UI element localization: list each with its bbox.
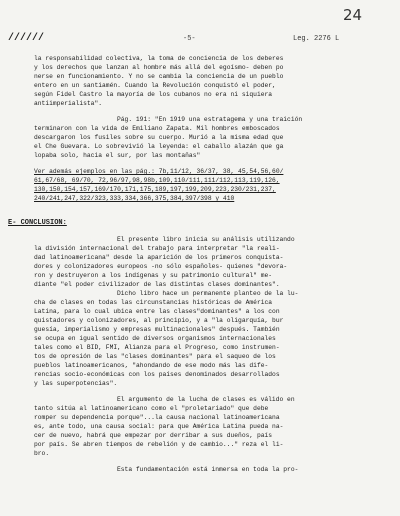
text-line: según Fidel Castro la mayoría de los cubanos no era ni siquiera [34, 91, 273, 98]
text-line: y los derechos que lanzan al hombre más allá del egoísmo- deben po [34, 64, 284, 71]
text-line: tos de opresión de las "clases dominantes" para el saqueo de los [34, 353, 276, 360]
text-line: antiimperialista". [34, 100, 103, 107]
text-line: tanto sitúa al latinoamericano como el "proletariado" que debe [34, 405, 269, 412]
text-line: por país. Se abren tiempos de rebelión y de cambio..." reza el li- [34, 441, 284, 448]
text-line: cha de clases en todas las circunstancias históricas de América [34, 299, 273, 306]
text-line: se ocupa en igual sentido de diversos organismos internacionales [34, 335, 276, 342]
text-line: Esta fundamentación está inmersa en toda la pro- [117, 466, 299, 473]
text-line: rencias socio-económicas con los países denominados desarrollados [34, 371, 280, 378]
text-line: terminaron con la vida de Emiliano Zapata. Mil hombres emboscados [34, 125, 280, 132]
text-line: entero en un santiamén. Cuando la Revolución conquistó el poder, [34, 82, 276, 89]
page-references-line: 61,67/68, 69/70, 72,96/97,98,98b,109,110/111,111/112,113,119,126, [34, 177, 280, 184]
text-line: nerse en funcionamiento. Y no se cambia la conciencia de un pueblo [34, 73, 284, 80]
text-line: la responsabilidad colectiva, la toma de conciencia de los deberes [34, 55, 284, 62]
text-line: ron y destruyeron a los indígenas y su patrimonio cultural" me- [34, 272, 273, 279]
text-line: pueblos latinoamericanos, "ahondando de ese modo más las dife- [34, 362, 269, 369]
text-line: Latina, para lo cual ubica entre las clases"dominantes" a los con [34, 308, 280, 315]
text-line: la división internacional del trabajo para interpretar "la reali- [34, 245, 280, 252]
text-line: y las superpotencias". [34, 380, 118, 387]
text-line: dad latinoamericana" desde la aparición de los primeros conquista- [34, 254, 284, 261]
text-line: guesía, imperialismo y empresas multinacionales" después. También [34, 326, 280, 333]
text-line: dores y colonizadores europeos -no sólo españoles- quienes "devora- [34, 263, 288, 270]
text-line: El presente libro inicia su análisis utilizando [117, 236, 295, 243]
page-references-line: 130,150,154,157,169/170,171,175,189,197,199,209,223,230/231,237, [34, 186, 276, 193]
text-line: tales como el BID, FMI, Alianza para el Progreso, como instrumen- [34, 344, 280, 351]
text-line: El argumento de la lucha de clases es válido en [117, 396, 295, 403]
text-line: es, ante todo, una causa social: para que América Latina pueda na- [34, 423, 284, 430]
text-line: Dicho libro hace un permanente planteo de la lu- [117, 290, 299, 297]
text-line: descargaron los fusiles sobre su cuerpo. Murió a la misma edad que [34, 134, 284, 141]
left-margin-marks: ////// [8, 33, 45, 44]
section-heading: E- CONCLUSION: [8, 219, 67, 227]
text-line: el Che Guevara. Lo sobrevivió la leyenda: el caballo alazán que ga [34, 143, 284, 150]
page-references-line: Ver además ejemplos en las pág.: 7b,11/12, 36/37, 38, 45,54,56,60/ [34, 168, 284, 175]
handwritten-page-number: 24 [343, 6, 363, 24]
center-page-mark: -5- [183, 35, 196, 43]
text-line: lopaba solo, hacia el sur, por las montañas" [34, 152, 201, 159]
text-line: diante "el poder civilizador de las distintas clases dominantes". [34, 281, 280, 288]
page-references-line: 240/241,247,322/323,333,334,366,375,384,397/398 y 410 [34, 195, 235, 202]
text-line: cer de nuevo, habrá que empezar por derribar a sus dueños, país [34, 432, 273, 439]
document-reference: Leg. 2276 L [293, 35, 340, 43]
text-line: romper su dependencia porque"...la causa nacional latinoamericana [34, 414, 280, 421]
text-line: quistadores y colonizadores, al principio, y a "la oligarquía, bur [34, 317, 284, 324]
text-line: Pág. 191: "En 1919 una estratagema y una traición [117, 116, 303, 123]
text-line: bro. [34, 450, 50, 457]
